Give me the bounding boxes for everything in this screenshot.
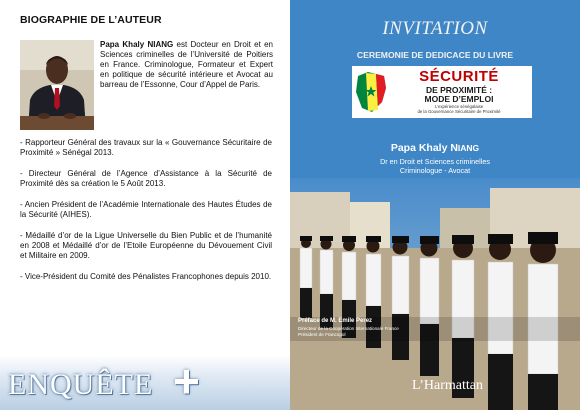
role-item: - Ancien Président de l’Académie Internationale des Hautes Études de la Sécurité (AIHES). xyxy=(20,200,272,219)
police-parade-photo xyxy=(290,178,580,410)
preface-role-1: Directeur de la Coopération Internationale France xyxy=(298,326,399,331)
credentials-line-1: Dr en Droit et Sciences criminelles xyxy=(380,157,490,166)
senegal-map-flag-icon xyxy=(354,68,388,116)
enquete-plus-logo: + xyxy=(173,355,200,407)
invitation-title: INVITATION xyxy=(382,18,488,39)
cover-author-name xyxy=(290,142,580,154)
invitation-cover xyxy=(290,0,580,410)
book-subtitle-line-1: L’expérience sénégalaise xyxy=(434,104,484,109)
author-credentials xyxy=(290,157,580,175)
book-subtitle xyxy=(389,104,529,114)
enquete-logo: ENQUÊTE xyxy=(8,368,154,401)
role-item: - Vice-Président du Comité des Pénalistes Francophones depuis 2010. xyxy=(20,272,272,281)
book-subtitle-line-2: de la Gouvernance Sécuritaire de Proximité xyxy=(417,109,501,114)
author-roles xyxy=(20,138,272,293)
role-item: - Médaillé d’or de la Ligue Universelle du Bien Public et de l’humanité en 2008 et Médaillé d’or de l’Etoile Européenne du Dévouement Civil et Militaire en 2009. xyxy=(20,231,272,260)
book-title-badge xyxy=(352,66,532,118)
credentials-line-2: Criminologue - Avocat xyxy=(399,166,471,175)
biography-intro xyxy=(100,40,273,90)
author-name-bold: Papa Khaly NIANG xyxy=(100,40,174,49)
preface-author: Préface de M. Emile Perez xyxy=(298,318,373,324)
author-first: Papa Khaly N xyxy=(390,142,458,154)
biography-heading: BIOGRAPHIE DE L’AUTEUR xyxy=(20,14,162,26)
author-portrait xyxy=(20,40,94,130)
biography-intro-text: est Docteur en Droit et en Sciences criminelles de l’Université de Poitiers en France. Criminologue, Formateur et Expert en politique de sécurité intérieure et Avocat au barreau de l’Essonne, Cour d’Appel de Paris. xyxy=(100,40,273,90)
ceremony-title: CEREMONIE DE DEDICACE DU LIVRE xyxy=(356,50,514,60)
role-item: - Directeur Général de l’Agence d’Assistance à la Sécurité de Proximité dès sa création le 5 Août 2013. xyxy=(20,169,272,188)
book-title-line-2: DE PROXIMITÉ : xyxy=(425,85,493,95)
publisher-logo: L’Harmattan xyxy=(412,378,484,393)
preface-role-2: Président de Francopol xyxy=(298,332,346,337)
role-item: - Rapporteur Général des travaux sur la « Gouvernance Sécuritaire de Proximité » Sénégal 2013. xyxy=(20,138,272,157)
book-title-line-3: MODE D’EMPLOI xyxy=(424,94,494,104)
author-last-smallcaps: IANG xyxy=(457,143,480,153)
book-title-line-1: SÉCURITÉ xyxy=(419,68,499,85)
